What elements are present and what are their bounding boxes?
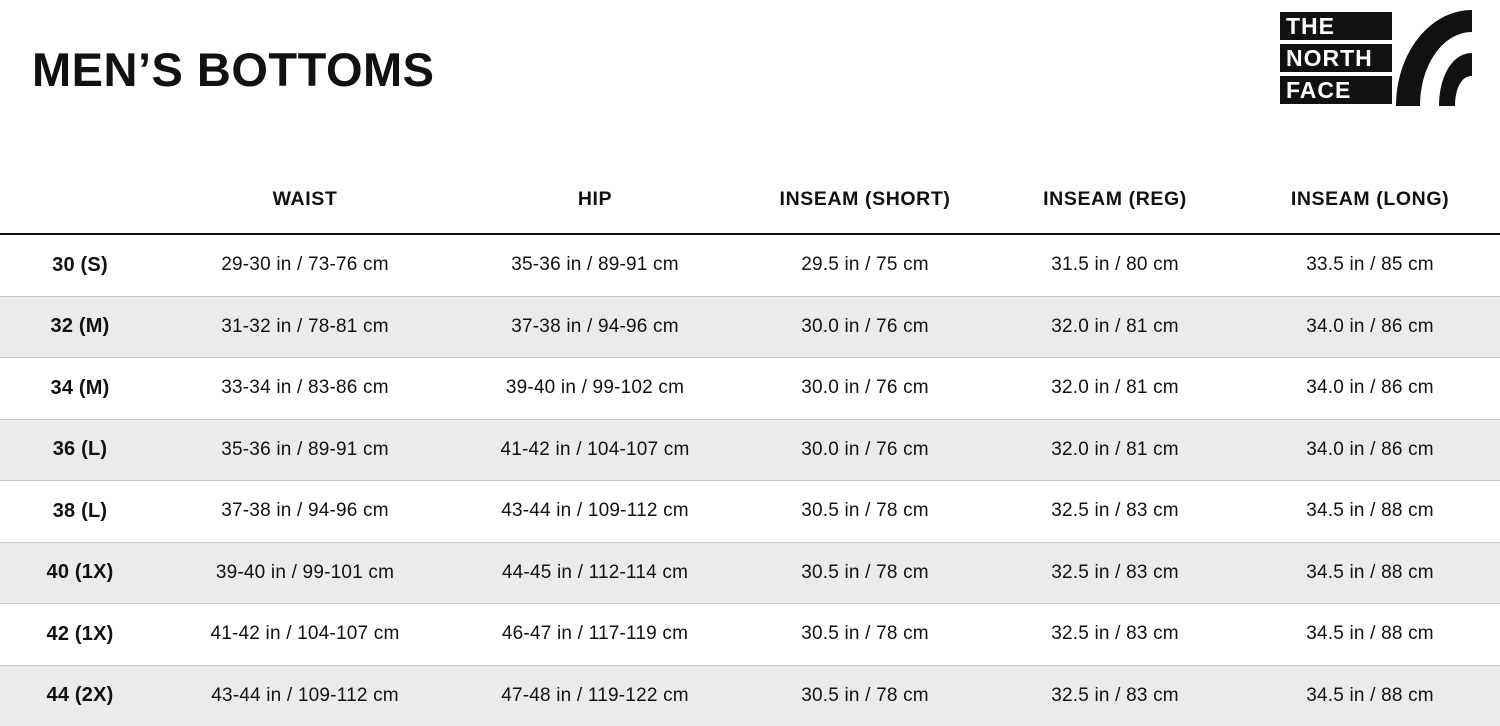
table-body [0, 234, 1500, 726]
cell-inseam-long: 34.5 in / 88 cm [1240, 665, 1500, 726]
cell-hip: 46-47 in / 117-119 cm [450, 604, 740, 666]
cell-inseam-short: 29.5 in / 75 cm [740, 234, 990, 296]
table-row [0, 296, 1500, 358]
cell-inseam-long: 33.5 in / 85 cm [1240, 234, 1500, 296]
cell-waist: 41-42 in / 104-107 cm [160, 604, 450, 666]
cell-inseam-short: 30.5 in / 78 cm [740, 542, 990, 604]
cell-inseam-reg: 32.0 in / 81 cm [990, 296, 1240, 358]
column-header-inseam-reg: INSEAM (REG) [990, 165, 1240, 234]
column-header-inseam-short: INSEAM (SHORT) [740, 165, 990, 234]
chart-header [0, 0, 1500, 165]
svg-text:NORTH: NORTH [1286, 45, 1373, 71]
cell-inseam-short: 30.5 in / 78 cm [740, 604, 990, 666]
cell-waist: 33-34 in / 83-86 cm [160, 358, 450, 420]
cell-size: 38 (L) [0, 481, 160, 543]
cell-inseam-reg: 31.5 in / 80 cm [990, 234, 1240, 296]
cell-inseam-short: 30.0 in / 76 cm [740, 358, 990, 420]
table-row [0, 419, 1500, 481]
cell-waist: 31-32 in / 78-81 cm [160, 296, 450, 358]
cell-inseam-long: 34.0 in / 86 cm [1240, 358, 1500, 420]
cell-hip: 41-42 in / 104-107 cm [450, 419, 740, 481]
cell-inseam-long: 34.0 in / 86 cm [1240, 419, 1500, 481]
table-row [0, 358, 1500, 420]
cell-waist: 43-44 in / 109-112 cm [160, 665, 450, 726]
cell-size: 34 (M) [0, 358, 160, 420]
cell-size: 42 (1X) [0, 604, 160, 666]
cell-inseam-long: 34.5 in / 88 cm [1240, 542, 1500, 604]
column-header-size [0, 165, 160, 234]
cell-waist: 39-40 in / 99-101 cm [160, 542, 450, 604]
cell-hip: 37-38 in / 94-96 cm [450, 296, 740, 358]
cell-inseam-reg: 32.0 in / 81 cm [990, 358, 1240, 420]
cell-inseam-reg: 32.5 in / 83 cm [990, 604, 1240, 666]
cell-inseam-short: 30.5 in / 78 cm [740, 665, 990, 726]
cell-hip: 35-36 in / 89-91 cm [450, 234, 740, 296]
cell-waist: 29-30 in / 73-76 cm [160, 234, 450, 296]
table-row [0, 234, 1500, 296]
cell-inseam-long: 34.5 in / 88 cm [1240, 481, 1500, 543]
cell-inseam-reg: 32.5 in / 83 cm [990, 481, 1240, 543]
table-row [0, 604, 1500, 666]
table-header-row [0, 165, 1500, 234]
cell-inseam-reg: 32.0 in / 81 cm [990, 419, 1240, 481]
column-header-waist: WAIST [160, 165, 450, 234]
size-chart-table [0, 165, 1500, 726]
cell-inseam-long: 34.5 in / 88 cm [1240, 604, 1500, 666]
cell-size: 36 (L) [0, 419, 160, 481]
table-row [0, 481, 1500, 543]
cell-inseam-short: 30.0 in / 76 cm [740, 296, 990, 358]
cell-size: 30 (S) [0, 234, 160, 296]
cell-hip: 39-40 in / 99-102 cm [450, 358, 740, 420]
cell-inseam-long: 34.0 in / 86 cm [1240, 296, 1500, 358]
cell-waist: 35-36 in / 89-91 cm [160, 419, 450, 481]
table-row [0, 542, 1500, 604]
column-header-inseam-long: INSEAM (LONG) [1240, 165, 1500, 234]
cell-size: 40 (1X) [0, 542, 160, 604]
the-north-face-logo [1280, 10, 1472, 106]
cell-hip: 44-45 in / 112-114 cm [450, 542, 740, 604]
cell-waist: 37-38 in / 94-96 cm [160, 481, 450, 543]
page-title: MEN’S BOTTOMS [32, 43, 435, 96]
cell-hip: 43-44 in / 109-112 cm [450, 481, 740, 543]
cell-size: 44 (2X) [0, 665, 160, 726]
cell-size: 32 (M) [0, 296, 160, 358]
cell-inseam-reg: 32.5 in / 83 cm [990, 542, 1240, 604]
table-row [0, 665, 1500, 726]
column-header-hip: HIP [450, 165, 740, 234]
cell-inseam-short: 30.0 in / 76 cm [740, 419, 990, 481]
svg-text:THE: THE [1286, 13, 1335, 39]
svg-text:FACE: FACE [1286, 77, 1352, 103]
cell-hip: 47-48 in / 119-122 cm [450, 665, 740, 726]
cell-inseam-short: 30.5 in / 78 cm [740, 481, 990, 543]
cell-inseam-reg: 32.5 in / 83 cm [990, 665, 1240, 726]
